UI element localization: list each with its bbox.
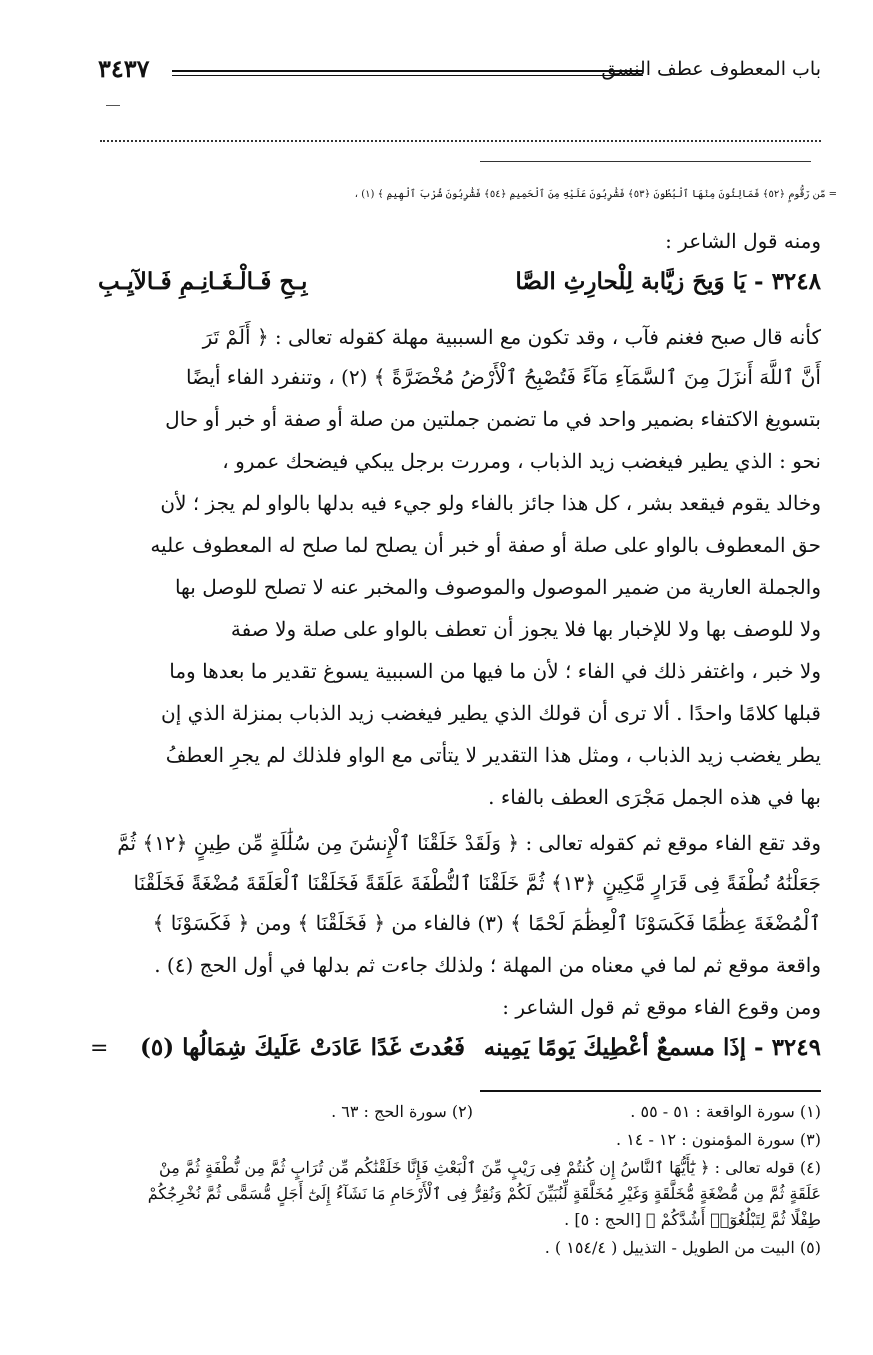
text-line: كأنه قال صبح فغنم فآب ، وقد تكون مع السببية مهلة كقوله تعالى : ﴿ أَلَمْ تَرَ bbox=[202, 325, 821, 349]
footnote-4-cont: عَلَقَةٍ ثُمَّ مِن مُّضْغَةٍ مُّخَلَّقَةٍ وَغَيْرِ مُخَلَّقَةٍ لِّنُبَيِّنَ لَكُمْ وَنُقِرُّ فِى ٱلْأَرْحَامِ مَا نَشَآءُ إِلَىٰٓ أَجَلٍ مُّسَمًّى ثُمَّ نُخْرِجُكُمْ bbox=[147, 1184, 821, 1203]
footnote-5: (٥) البيت من الطويل - التذييل ( ١٥٤/٤ ) . bbox=[544, 1238, 821, 1257]
footnote-3: (٣) سورة المؤمنون : ١٢ - ١٤ . bbox=[616, 1130, 821, 1149]
section-rule bbox=[480, 161, 811, 162]
text-line: ومن وقوع الفاء موقع ثم قول الشاعر : bbox=[502, 995, 821, 1019]
continuation-mark: = bbox=[90, 1036, 109, 1061]
verse-3248-second-hemistich: بِـحِ فَـالْـغَـانِـمِ فَـالآيِـبِ bbox=[98, 268, 308, 295]
verse-number: ٣٢٤٩ - bbox=[746, 1034, 821, 1061]
margin-tick bbox=[106, 105, 120, 106]
header-rule bbox=[172, 70, 643, 72]
text-line: واقعة موقع ثم لما في معناه من المهلة ؛ ولذلك جاءت ثم بدلها في أول الحج (٤) . bbox=[154, 953, 821, 977]
verse-first-hemistich: يَا وَيحَ زيَّابة لِلْحارِثِ الصَّا bbox=[515, 268, 747, 295]
text-line: يطر يغضب زيد الذباب ، ومثل هذا التقدير لا يتأتى مع الواو فلذلك لم يجرِ العطفُ bbox=[165, 743, 821, 767]
footnote-2: (٢) سورة الحج : ٦٣ . bbox=[331, 1102, 473, 1121]
footnote-rule bbox=[480, 1090, 821, 1092]
text-line: بها في هذه الجمل مَجْرَى العطف بالفاء . bbox=[488, 785, 821, 809]
text-line: والجملة العارية من ضمير الموصول والموصوف والمخبر عنه لا تصلح للوصل بها bbox=[174, 575, 821, 599]
footnote-4: (٤) قوله تعالى : ﴿ يَٰٓأَيُّهَا ٱلنَّاسُ إِن كُنتُمْ فِى رَيْبٍ مِّنَ ٱلْبَعْثِ فَإِنَّا خَلَقْنَٰكُم مِّن تُرَابٍ ثُمَّ مِن نُّطْفَةٍ ثُمَّ مِنْ bbox=[159, 1158, 821, 1177]
text-line: ولا خبر ، واغتفر ذلك في الفاء ؛ لأن ما فيها من السببية يسوغ تقدير ما بعدها وما bbox=[169, 659, 821, 683]
text-line: وخالد يقوم فيقعد بشر ، كل هذا جائز بالفاء ولو جيء فيه بدلها بالواو لم يجز ؛ لأن bbox=[160, 491, 821, 515]
verse-3249 bbox=[484, 1034, 821, 1061]
footnote-1: (١) سورة الواقعة : ٥١ - ٥٥ . bbox=[630, 1102, 821, 1121]
dotted-separator bbox=[100, 140, 821, 142]
text-line: نحو : الذي يطير فيغضب زيد الذباب ، ومررت برجل يبكي فيضحك عمرو ، bbox=[222, 449, 821, 473]
text-line: قبلها كلامًا واحدًا . ألا ترى أن قولك الذي يطير فيغضب زيد الذباب بمنزلة الذي إن bbox=[161, 701, 821, 725]
text-line: أَنَّ ٱللَّهَ أَنزَلَ مِنَ ٱلسَّمَآءِ مَآءً فَتُصْبِحُ ٱلْأَرْضُ مُخْضَرَّةً ﴾ (٢) ، وتنفرد الفاء أيضًا bbox=[186, 365, 821, 389]
text-line: ٱلْمُضْغَةَ عِظَٰمًا فَكَسَوْنَا ٱلْعِظَٰمَ لَحْمًا ﴾ (٣) فالفاء من ﴿ فَخَلَقْنَا ﴾ ومن ﴿ فَكَسَوْنَا ﴾ bbox=[152, 911, 821, 935]
page-number: ٣٤٣٧ bbox=[98, 54, 150, 83]
text-line: حق المعطوف بالواو على صلة أو صفة أو خبر أن يصلح لما صلح له المعطوف عليه bbox=[150, 533, 821, 557]
text-line: جَعَلْنَٰهُ نُطْفَةً فِى قَرَارٍ مَّكِينٍ ﴿١٣﴾ ثُمَّ خَلَقْنَا ٱلنُّطْفَةَ عَلَقَةً فَخَلَقْنَا ٱلْعَلَقَةَ مُضْغَةً فَخَلَقْنَا bbox=[133, 871, 821, 895]
text-line: ومنه قول الشاعر : bbox=[665, 229, 821, 253]
verse-3248 bbox=[515, 268, 821, 295]
quran-continuation-line: = مّن زَقُّومٍ ﴿٥٢﴾ فَمَالِئُونَ مِنْهَا ٱلْبُطُونَ ﴿٥٣﴾ فَشَٰرِبُونَ عَلَيْهِ مِنَ ٱلْحَمِيمِ ﴿٥٤﴾ فَشَٰرِبُونَ شُرْبَ ٱلْهِيمِ ﴾ (١) ، bbox=[354, 189, 837, 200]
footnote-4-cont: طِفْلًا ثُمَّ لِتَبْلُغُوٓا۟ أَشُدَّكُمْ ﴾ [الحج : ٥] . bbox=[564, 1210, 821, 1229]
chapter-title: باب المعطوف عطف النسق bbox=[601, 58, 821, 80]
header-rule-thin bbox=[172, 75, 643, 76]
text-line: بتسويغ الاكتفاء بضمير واحد في ما تضمن جملتين من صلة أو صفة أو خبر أو حال bbox=[165, 407, 821, 431]
verse-first-hemistich: إذَا مسمعٌ أعْطِيكَ يَومًا يَمِينه bbox=[483, 1034, 747, 1061]
verse-number: ٣٢٤٨ - bbox=[746, 268, 821, 295]
text-line: وقد تقع الفاء موقع ثم كقوله تعالى : ﴿ وَلَقَدْ خَلَقْنَا ٱلْإِنسَٰنَ مِن سُلَٰلَةٍ مِّن طِينٍ ﴿١٢﴾ ثُمَّ bbox=[117, 831, 821, 855]
text-line: ولا للوصف بها ولا للإخبار بها فلا يجوز أن تعطف بالواو على صلة ولا صفة bbox=[230, 617, 821, 641]
verse-3249-second-hemistich: فَعُدتَ غَدًا عَادَتْ عَلَيكَ شِمَالُها (٥) bbox=[140, 1034, 465, 1061]
